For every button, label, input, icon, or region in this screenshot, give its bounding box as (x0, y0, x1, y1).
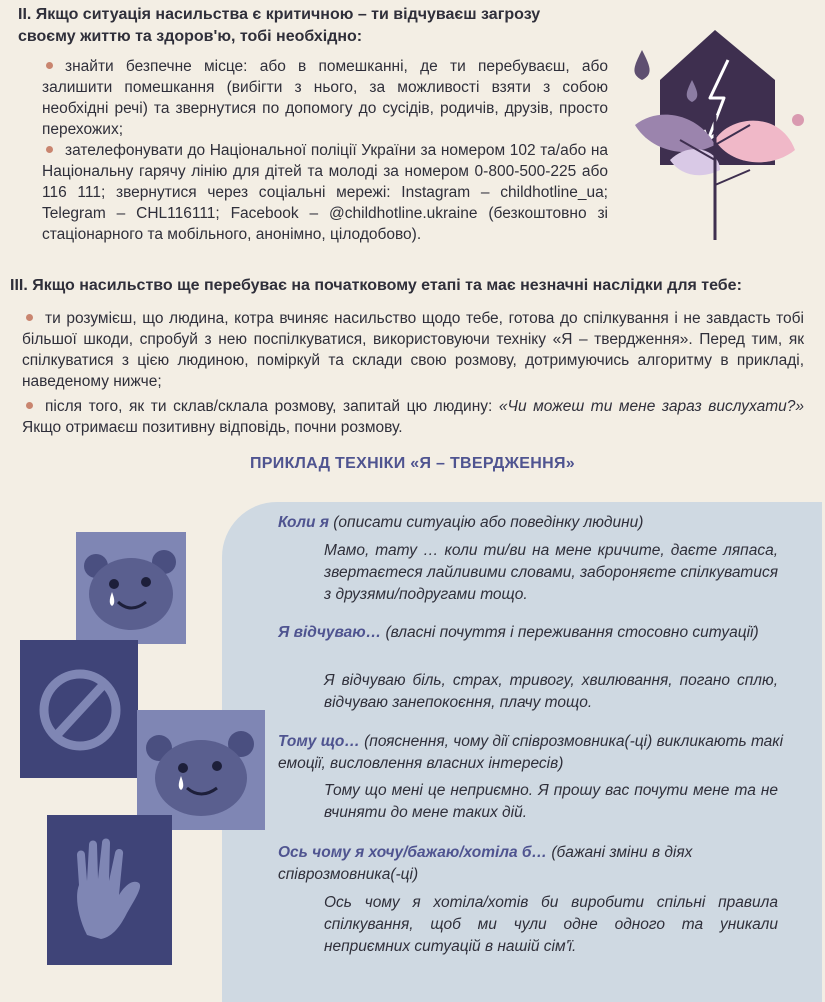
step-1-hint: (описати ситуацію або поведінку людини) (328, 514, 644, 531)
section-3-bullet-1-text: ти розумієш, що людина, котра вчиняє насильство щодо тебе, готова до спілкування і не завдасть тобі більшої шкоди, спробуй з нею поспілкуватися, використовуючи техніку «Я – твердження». Перед тим, як спілкуватися з цією людиною, поміркуй та склади свою розмову, дотримуючись алгоритму в прикладі, наведеному нижче; (22, 310, 804, 390)
section-3-bullet-1 (22, 308, 804, 392)
section-3-heading: III. Якщо насильство ще перебуває на початковому етапі та має незначні наслідки для тебе: (10, 277, 742, 294)
step-3-hint: (пояснення, чому дії співрозмовника(-ці) викликають такі емоції, висловлення власних інтересів) (278, 733, 784, 772)
step-4-lead: Ось чому я хочу/бажаю/хотіла б… (278, 844, 548, 861)
section-3-bullet-2-quote: «Чи можеш ти мене зараз вислухати?» (498, 398, 804, 415)
step-4-hint: (бажані зміни в діях співрозмовника(-ці) (278, 844, 693, 883)
section-2-bullet-1-text: знайти безпечне місце: або в помешканні, де ти перебуваєш, або залишити помешкання (вибігти з нього, за можливості взяти з собою необхідні речі) та звернутися по допомогу до сусідів, родичів, друзів, просто перехожих; (42, 58, 608, 138)
stop-hand-icon (47, 815, 172, 965)
step-4-heading (278, 842, 803, 886)
section-2-bullet-1 (42, 56, 608, 140)
step-3-lead: Тому що… (278, 733, 360, 750)
crying-bear-icon (76, 532, 186, 644)
section-3-bullet-2-end: Якщо отримаєш позитивну відповідь, почни розмову. (22, 419, 403, 436)
step-2-hint: (власні почуття і переживання стосовно ситуації) (381, 624, 759, 641)
step-1-sample: Мамо, тату … коли ти/ви на мене кричите, даєте ляпаса, звертаєтеся лайливими словами, забороняєте спілкуватися з друзями/подругами тощо. (324, 542, 778, 603)
section-2-heading-line2: своєму життю та здоров'ю, тобі необхідно: (18, 28, 363, 45)
bullet-icon (26, 402, 33, 409)
bullet-icon (26, 314, 33, 321)
step-2-heading (278, 622, 803, 644)
prohibition-sign-icon (20, 640, 138, 778)
bullet-icon (46, 146, 53, 153)
house-lightning-plant-illustration (620, 20, 815, 245)
step-4-sample: Ось чому я хотіла/хотів би виробити спільні правила спілкування, щоб ми чули одне одного та уникали неприємних ситуацій в нашій сім'ї. (324, 894, 778, 955)
step-3-heading (278, 731, 803, 775)
bullet-icon (46, 62, 53, 69)
step-2-sample: Я відчуваю біль, страх, тривогу, хвилювання, погано сплю, відчуваю занепокоєння, плачу тощо. (324, 672, 778, 711)
crying-bear-icon (137, 710, 265, 830)
step-1-lead: Коли я (278, 514, 329, 531)
section-2-heading-line1: II. Якщо ситуація насильства є критичною – ти відчуваєш загрозу (18, 6, 541, 23)
section-3-bullet-2 (22, 396, 804, 438)
section-2-bullet-2-text: зателефонувати до Національної поліції України за номером 102 та/або на Національну гарячу лінію для дітей та молоді за номером 0-800-500-225 або 116 111; звернутися через соціальні мережі: Instagram – childhotline_ua; Telegram – CHL116111; Facebook – @childhotline.ukraine (безкоштовно зі стаціонарного та мобільного, анонімно, цілодобово). (42, 142, 608, 243)
example-title: ПРИКЛАД ТЕХНІКИ «Я – ТВЕРДЖЕННЯ» (250, 455, 575, 472)
step-3-sample: Тому що мені це неприємно. Я прошу вас почути мене та не вчиняти до мене таких дій. (324, 782, 778, 821)
step-1-heading (278, 512, 803, 534)
section-2-heading (18, 4, 618, 48)
step-2-lead: Я відчуваю… (278, 624, 382, 641)
section-3-bullet-2-text: після того, як ти склав/склала розмову, запитай цю людину: (45, 398, 499, 415)
section-2-bullet-2 (42, 140, 608, 245)
